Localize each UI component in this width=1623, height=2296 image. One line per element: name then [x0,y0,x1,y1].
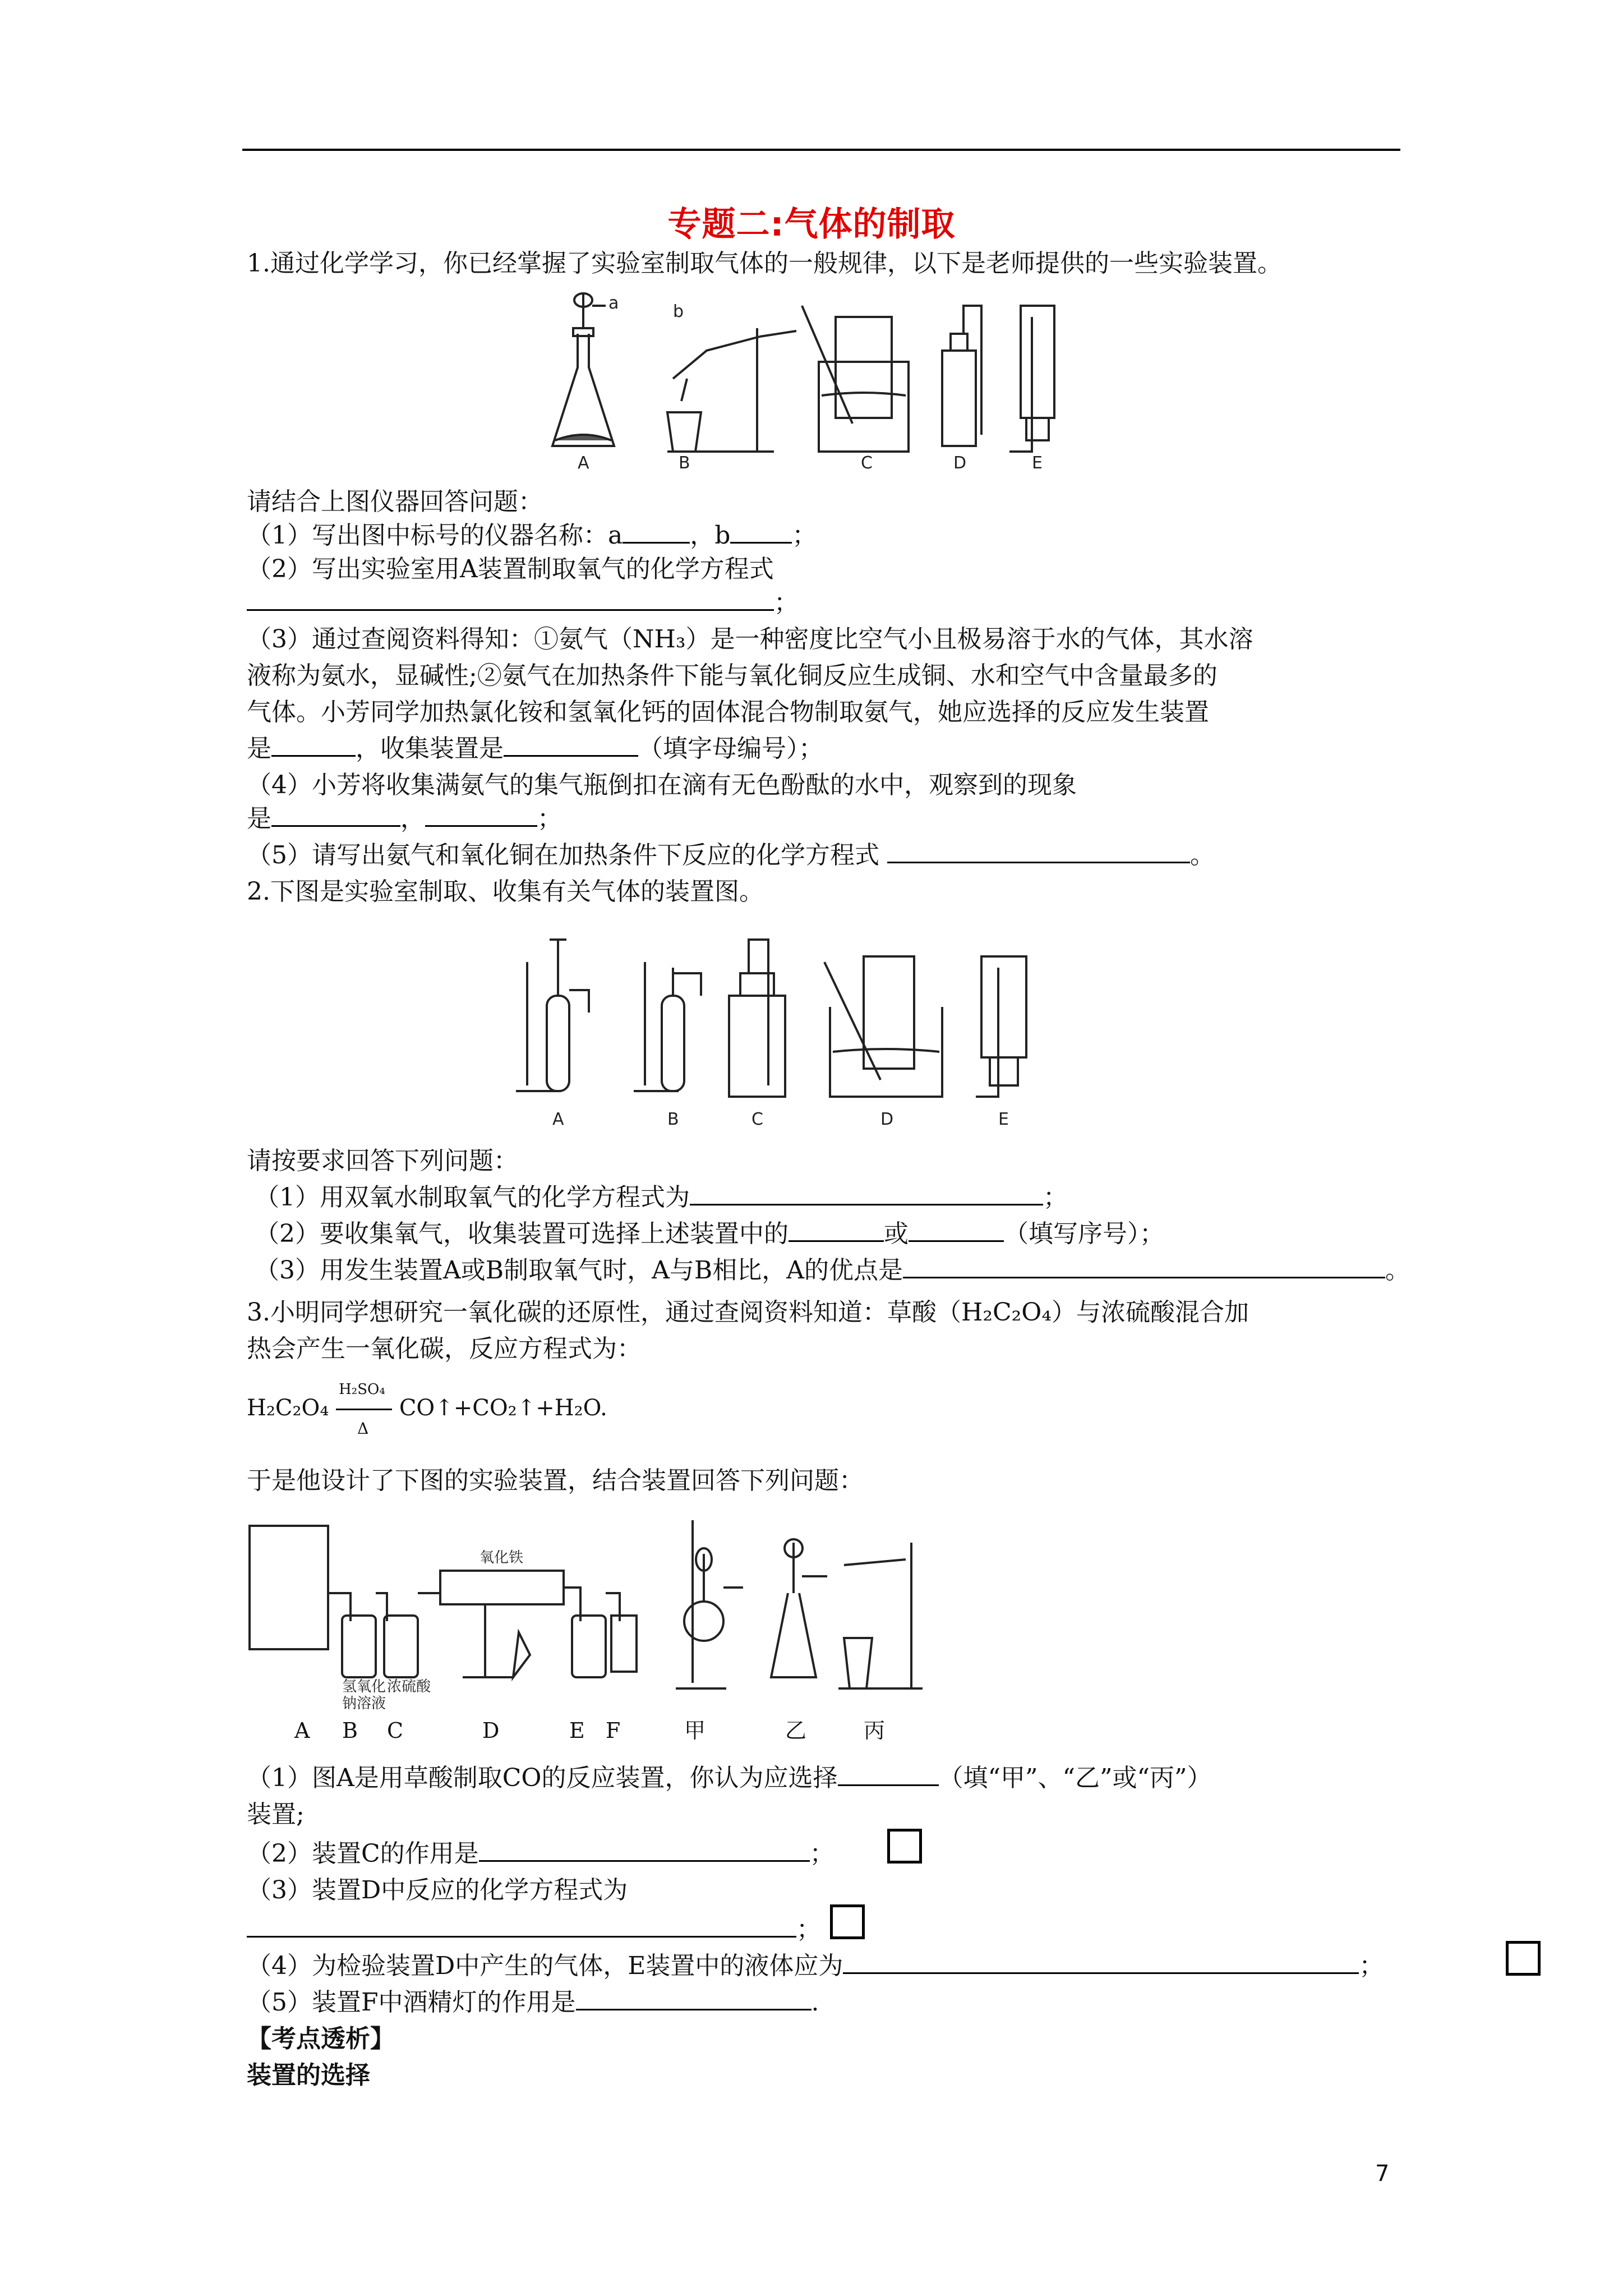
answer-blank-advantage[interactable] [903,1254,1385,1278]
q1-label-d: D [953,453,967,473]
answer-blank-d-equation[interactable] [247,1913,796,1938]
q3-part3: （3）装置D中反应的化学方程式为 [247,1876,628,1904]
q1-part1: （1）写出图中标号的仪器名称：a ，b ； [247,519,817,553]
answer-blank-e-liquid[interactable] [843,1950,1359,1974]
q3-note-naoh-1: 氢氧化 [342,1678,386,1695]
q3-note-iron-oxide: 氧化铁 [479,1549,524,1566]
q1-part3-line1: （3）通过查阅资料得知：①氨气（NH₃）是一种密度比空气小且极易溶于水的气体，其水溶 [247,625,1253,654]
q2-part1: （1）用双氧水制取氧气的化学方程式为 ； [247,1181,1068,1214]
answer-blank-phenomenon-1[interactable] [271,803,400,827]
q1-part3-line3: 气体。小芳同学加热氯化铵和氢氧化钙的固体混合物制取氨气，她应选择的反应发生装置 [247,698,1209,726]
answer-blank-collect-2[interactable] [909,1218,1004,1242]
answer-blank-apparatus[interactable] [838,1762,939,1786]
q3-part4: （4）为检验装置D中产生的气体，E装置中的液体应为 ； [247,1949,1384,1983]
q3-figure [250,1509,939,1713]
check-box-q3-2[interactable] [887,1829,922,1864]
q3-part1-cont: 装置; [247,1800,305,1829]
q2-intro: 2.下图是实验室制取、收集有关气体的装置图。 [247,877,764,906]
q2-figure [516,928,1144,1133]
q1-part4-line1: （4）小芳将收集满氨气的集气瓶倒扣在滴有无色酚酞的水中，观察到的现象 [247,771,1077,799]
q3-part1: （1）图A是用草酸制取CO的反应装置，你认为应选择 （填“甲”、“乙”或“丙”） [247,1761,1211,1795]
q1-label-c: C [861,453,873,473]
q2-label-e: E [998,1110,1009,1129]
q1-part4-line2: 是 ， ； [247,802,562,836]
answer-blank-b[interactable] [730,519,792,544]
q2-label-c: C [751,1110,763,1129]
q1-mark-b: b [673,302,684,321]
q1-label-e: E [1032,453,1043,473]
check-box-q3-3[interactable] [830,1904,865,1939]
q3-intro-line2: 热会产生一氧化碳，反应方程式为： [247,1335,642,1363]
q3-note-h2so4: 浓硫酸 [387,1678,431,1695]
document-page: 专题二:气体的制取 1.通过化学学习，你已经掌握了实验室制取气体的一般规律，以下是老师提供的一些实验装置。 a b A B C D E 请结合上图仪器回答问题： （1）写出图中标号的仪器名称：a ，b ； （2）写出实验室用A装置制取氧气的化学方程式 ； （3）通过查阅资料得知：①氨气（NH₃）是一种密度比空气小且极易溶于水的气体，其水溶 液称为氨水，显碱性;②氨气在加热条件下能与氧化铜反应生成铜、水和空气中含量最多的 气体。小芳同学加热氯化铵和氢氧化钙的固体混合物制取氨气，她应选择的反应发生装置 是 ，收集装置是 （填字母编号）； （4）小芳将收集满氨气的集气瓶倒扣在滴有无色酚酞的水中，观察到的现象 是 ， ； （5）请写出氨气和氧化铜在加热条件下反应的化学方程式 。 2.下图是实验室制取、收集有关气体的装置图。 A B C D E 请按要求回答下列问题： （1）用双氧水制取氧气的化学方程式为 ； （2）要收集氧气，收集装置可选择上述装置中的 或 （填写序号）； （3）用发生装置A或B制取氧气时，A与B相比，A的优点是 。 3.小明同学想研究一氧化碳的还原性，通过查阅资料知道：草酸（H₂C₂O₄）与浓硫酸混合加 热会产生一氧化碳，反应方程式为： H₂C₂O₄ $\frac{\text{H₂SO₄}}{\Delta}$ CO↑+CO₂↑+H₂O. 于是他设计了下图的实验装置，结合装置回答下列问题： 氧化铁 氢氧化 钠溶液 浓硫酸 A B C D E F 甲 乙 丙 （1）图A是用草酸制取CO的反应装置，你认为应选择 （填“甲”、“乙”或“丙”） 装置; （2）装置C的作用是 ； （3）装置D中反应的化学方程式为 ； （4）为检验装置D中产生的气体，E装置中的液体应为 ； （5）装置F中酒精灯的作用是 . 【考点透析】 装置的选择 7 [0,0,1623,2296]
q1-prompt: 请结合上图仪器回答问题： [247,487,543,516]
q2-part2: （2）要收集氧气，收集装置可选择上述装置中的 或 （填写序号）； [247,1217,1164,1251]
q3-part5: （5）装置F中酒精灯的作用是 . [247,1986,819,2019]
section-heading: 【考点透析】 [247,2024,395,2053]
q1-mark-a: a [608,293,619,313]
q1-part2: （2）写出实验室用A装置制取氧气的化学方程式 [247,555,774,583]
q3-design: 于是他设计了下图的实验装置，结合装置回答下列问题： [247,1466,864,1495]
answer-blank-collect-1[interactable] [789,1218,884,1242]
answer-blank-equation[interactable] [247,587,774,611]
answer-blank-phenomenon-2[interactable] [425,803,537,827]
answer-blank-f-purpose[interactable] [576,1986,811,2010]
q1-part2-answer: ； [247,586,799,620]
q1-figure [538,283,1060,471]
q3-part2: （2）装置C的作用是 ； [247,1837,834,1871]
page-number: 7 [1375,2161,1390,2187]
q3-intro-line1: 3.小明同学想研究一氧化碳的还原性，通过查阅资料知道：草酸（H₂C₂O₄）与浓硫酸混合加 [247,1298,1249,1327]
answer-blank-h2o2-equation[interactable] [690,1181,1043,1205]
q2-label-b: B [667,1110,679,1129]
answer-blank-equation-2[interactable] [887,839,1190,863]
q3-part3-answer: ； [247,1913,821,1947]
q1-label-a: A [578,453,589,473]
q1-part3-line2: 液称为氨水，显碱性;②氨气在加热条件下能与氧化铜反应生成铜、水和空气中含量最多的 [247,661,1218,690]
equation-condition: $\frac{\text{H₂SO₄}}{\Delta}$ [336,1393,392,1415]
q2-label-d: D [880,1110,894,1129]
page-title: 专题二:气体的制取 [667,205,956,244]
q3-equation: H₂C₂O₄ $\frac{\text{H₂SO₄}}{\Delta}$ CO↑+CO₂↑+H₂O. [247,1381,607,1438]
q1-label-b: B [679,453,690,473]
header-rule [242,149,1400,151]
q2-prompt: 请按要求回答下列问题： [247,1147,518,1175]
q2-part3: （3）用发生装置A或B制取氧气时，A与B相比，A的优点是 。 [247,1254,1410,1287]
answer-blank-generator[interactable] [271,733,356,757]
answer-blank-collector[interactable] [504,733,638,757]
answer-blank-c-purpose[interactable] [479,1838,810,1862]
section-subheading: 装置的选择 [247,2061,370,2090]
check-box-q3-4[interactable] [1506,1941,1541,1976]
q3-note-naoh-2: 钠溶液 [342,1695,386,1712]
q2-label-a: A [552,1110,564,1129]
q1-intro: 1.通过化学学习，你已经掌握了实验室制取气体的一般规律，以下是老师提供的一些实验装置。 [247,249,1282,278]
q1-part3-line4: 是 ，收集装置是 （填字母编号）； [247,732,823,766]
q1-part5: （5）请写出氨气和氧化铜在加热条件下反应的化学方程式 。 [247,839,1215,872]
answer-blank-a[interactable] [623,519,690,544]
